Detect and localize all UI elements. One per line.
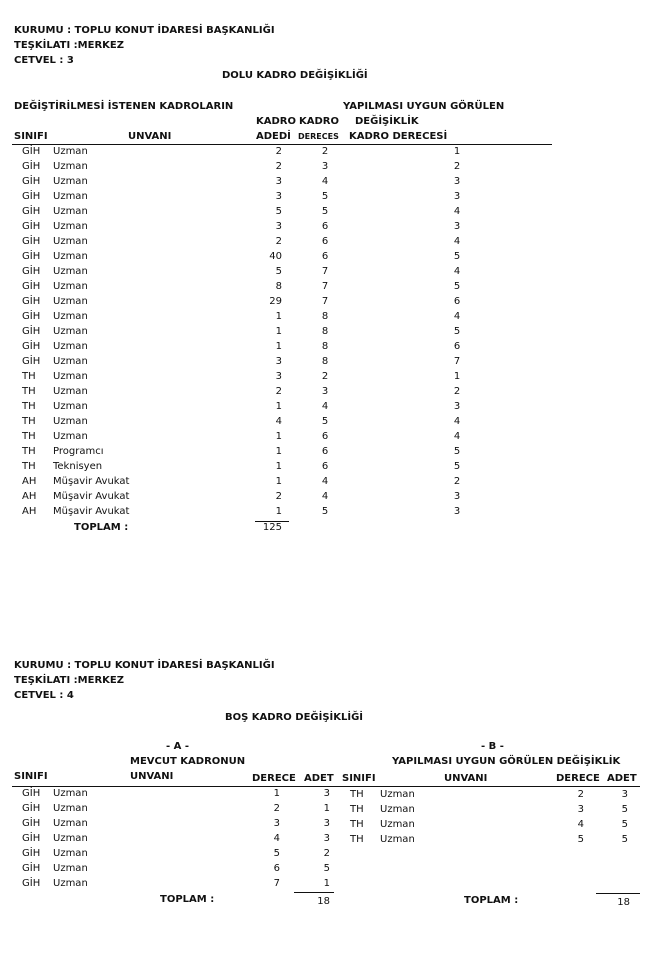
section-a-tag: - A - [166, 741, 190, 752]
cell-sinif: GİH [22, 146, 41, 157]
cell-adet: 3 [275, 221, 282, 232]
cell-sinif: GİH [22, 341, 41, 352]
cell-sinif: TH [22, 431, 36, 442]
cell-yeni-derece: 4 [453, 416, 461, 427]
total-label: TOPLAM : [74, 522, 129, 533]
cell-yeni-derece: 1 [453, 146, 461, 157]
cell-yeni-derece: 1 [453, 371, 461, 382]
cell-yeni-derece: 5 [453, 281, 461, 292]
cell-derece: 5 [321, 506, 329, 517]
cell-sinif: GİH [22, 356, 41, 367]
cell-adet: 2 [275, 491, 282, 502]
teskilati-line: TEŞKİLATI :MERKEZ [14, 40, 124, 51]
cell-derece: 4 [577, 819, 584, 830]
cell-unvan: Uzman [53, 788, 88, 799]
cell-derece: 6 [321, 431, 329, 442]
cell-sinif: TH [22, 371, 36, 382]
cell-adet: 2 [275, 161, 282, 172]
cell-adet: 1 [323, 803, 330, 814]
cell-sinif: TH [350, 819, 364, 830]
cell-adet: 3 [275, 371, 282, 382]
cell-yeni-derece: 4 [453, 206, 461, 217]
cell-adet: 1 [275, 401, 282, 412]
cell-derece: 8 [321, 326, 329, 337]
cell-derece: 7 [321, 296, 329, 307]
cell-adet: 4 [275, 416, 282, 427]
page-title: BOŞ KADRO DEĞİŞİKLİĞİ [225, 712, 364, 723]
cell-unvan: Uzman [53, 326, 88, 337]
cell-sinif: TH [22, 416, 36, 427]
cell-yeni-derece: 4 [453, 431, 461, 442]
cell-sinif: TH [22, 401, 36, 412]
cell-unvan: Uzman [53, 176, 88, 187]
cell-unvan: Teknisyen [53, 461, 103, 472]
cell-unvan: Programcı [53, 446, 104, 457]
cell-sinif: GİH [22, 251, 41, 262]
total-rule [294, 892, 334, 893]
cell-derece: 4 [273, 833, 280, 844]
cell-derece: 7 [273, 878, 280, 889]
cell-adet: 1 [275, 326, 282, 337]
cell-derece: 2 [273, 803, 280, 814]
cell-adet: 3 [323, 818, 330, 829]
cell-derece: 6 [321, 221, 329, 232]
total-label: TOPLAM : [160, 894, 215, 905]
left-group-header: DEĞİŞTİRİLMESİ İSTENEN KADROLARIN [14, 101, 234, 112]
cell-adet: 1 [275, 506, 282, 517]
cell-adet: 3 [621, 789, 628, 800]
cell-sinif: TH [350, 804, 364, 815]
cell-unvan: Uzman [53, 833, 88, 844]
cell-unvan: Uzman [53, 296, 88, 307]
kurumu-line: KURUMU : TOPLU KONUT İDARESİ BAŞKANLIĞI [14, 660, 275, 671]
cell-unvan: Uzman [53, 401, 88, 412]
cell-sinif: GİH [22, 833, 41, 844]
cell-adet: 1 [275, 431, 282, 442]
cell-sinif: TH [22, 386, 36, 397]
cell-sinif: GİH [22, 788, 41, 799]
col-unvani: UNVANI [128, 131, 172, 142]
cell-unvan: Uzman [53, 281, 88, 292]
cell-sinif: AH [22, 491, 37, 502]
cell-yeni-derece: 6 [453, 341, 461, 352]
cell-unvan: Uzman [53, 236, 88, 247]
cell-unvan: Uzman [53, 416, 88, 427]
cell-derece: 6 [321, 446, 329, 457]
col-adet: ADET [607, 773, 637, 784]
cell-sinif: TH [350, 834, 364, 845]
cell-adet: 5 [621, 834, 628, 845]
cell-sinif: GİH [22, 878, 41, 889]
cell-unvan: Uzman [53, 341, 88, 352]
teskilati-line: TEŞKİLATI :MERKEZ [14, 675, 124, 686]
cell-unvan: Uzman [53, 191, 88, 202]
cell-derece: 4 [321, 491, 329, 502]
cell-unvan: Uzman [53, 803, 88, 814]
col-kadro-adedi-2: ADEDİ [256, 131, 291, 142]
cell-yeni-derece: 3 [453, 176, 461, 187]
col-unvani: UNVANI [444, 773, 488, 784]
cell-unvan: Uzman [53, 863, 88, 874]
page-title: DOLU KADRO DEĞİŞİKLİĞİ [222, 70, 368, 81]
cell-unvan: Uzman [53, 878, 88, 889]
cell-unvan: Uzman [53, 371, 88, 382]
cell-yeni-derece: 3 [453, 221, 461, 232]
col-adet: ADET [304, 773, 334, 784]
cell-yeni-derece: 7 [453, 356, 461, 367]
cell-derece: 6 [321, 236, 329, 247]
cell-sinif: GİH [22, 206, 41, 217]
total-value: 18 [617, 897, 630, 908]
section-a-title: MEVCUT KADRONUN [130, 756, 246, 767]
cell-derece: 1 [273, 788, 280, 799]
cell-yeni-derece: 6 [453, 296, 461, 307]
section-b-title: YAPILMASI UYGUN GÖRÜLEN DEĞİŞİKLİK [392, 756, 621, 767]
cell-yeni-derece: 2 [453, 386, 461, 397]
cell-adet: 2 [275, 386, 282, 397]
cell-sinif: AH [22, 506, 37, 517]
cell-derece: 4 [321, 476, 329, 487]
cell-sinif: GİH [22, 326, 41, 337]
cell-unvan: Uzman [380, 834, 415, 845]
cell-yeni-derece: 5 [453, 326, 461, 337]
cell-yeni-derece: 2 [453, 161, 461, 172]
total-value: 18 [317, 896, 330, 907]
cell-derece: 2 [321, 371, 329, 382]
cell-adet: 1 [275, 461, 282, 472]
cell-derece: 3 [273, 818, 280, 829]
cell-unvan: Uzman [53, 161, 88, 172]
cell-yeni-derece: 4 [453, 236, 461, 247]
cell-derece: 5 [577, 834, 584, 845]
cetvel-line: CETVEL : 3 [14, 55, 74, 66]
cell-unvan: Müşavir Avukat [53, 491, 130, 502]
cell-unvan: Uzman [380, 804, 415, 815]
cell-sinif: GİH [22, 818, 41, 829]
cell-unvan: Müşavir Avukat [53, 476, 130, 487]
col-sinifi: SINIFI [14, 131, 48, 142]
col-kadro-derecesi-1: KADRO [299, 116, 339, 127]
header-rule [342, 786, 640, 787]
col-kadro-derecesi-2: DERECES [298, 132, 339, 141]
cell-sinif: GİH [22, 191, 41, 202]
cell-adet: 3 [275, 356, 282, 367]
cell-sinif: TH [350, 789, 364, 800]
cell-derece: 5 [321, 206, 329, 217]
cell-yeni-derece: 3 [453, 506, 461, 517]
cell-adet: 40 [269, 251, 282, 262]
cell-sinif: GİH [22, 311, 41, 322]
cell-derece: 5 [273, 848, 280, 859]
cell-yeni-derece: 5 [453, 446, 461, 457]
cell-adet: 5 [621, 819, 628, 830]
cell-derece: 6 [273, 863, 280, 874]
cell-unvan: Uzman [53, 431, 88, 442]
cell-sinif: GİH [22, 161, 41, 172]
cell-derece: 4 [321, 176, 329, 187]
header-rule [12, 144, 552, 145]
right-group-header-1: YAPILMASI UYGUN GÖRÜLEN [343, 101, 505, 112]
cell-derece: 3 [577, 804, 584, 815]
cell-yeni-derece: 3 [453, 191, 461, 202]
cell-adet: 2 [323, 848, 330, 859]
cell-derece: 6 [321, 461, 329, 472]
total-value: 125 [262, 522, 282, 533]
total-rule [596, 893, 640, 894]
cell-adet: 3 [275, 176, 282, 187]
header-rule [12, 786, 342, 787]
cell-sinif: GİH [22, 848, 41, 859]
col-kadro-adedi-1: KADRO [256, 116, 296, 127]
cell-derece: 5 [321, 191, 329, 202]
cell-unvan: Uzman [53, 818, 88, 829]
cell-unvan: Müşavir Avukat [53, 506, 130, 517]
col-unvani: UNVANI [130, 771, 174, 782]
col-sinifi: SINIFI [342, 773, 376, 784]
cell-adet: 1 [275, 476, 282, 487]
cell-yeni-derece: 2 [453, 476, 461, 487]
cell-adet: 2 [275, 146, 282, 157]
cetvel-line: CETVEL : 4 [14, 690, 74, 701]
cell-yeni-derece: 4 [453, 266, 461, 277]
cell-adet: 3 [323, 833, 330, 844]
cell-sinif: GİH [22, 296, 41, 307]
cell-derece: 8 [321, 356, 329, 367]
cell-unvan: Uzman [53, 251, 88, 262]
cell-sinif: GİH [22, 221, 41, 232]
cell-unvan: Uzman [53, 221, 88, 232]
cell-derece: 8 [321, 311, 329, 322]
cell-derece: 3 [321, 386, 329, 397]
cell-sinif: GİH [22, 266, 41, 277]
cell-yeni-derece: 5 [453, 461, 461, 472]
cell-adet: 5 [275, 266, 282, 277]
cell-yeni-derece: 3 [453, 491, 461, 502]
cell-yeni-derece: 5 [453, 251, 461, 262]
cell-derece: 4 [321, 401, 329, 412]
cell-derece: 2 [321, 146, 329, 157]
cell-derece: 6 [321, 251, 329, 262]
cell-unvan: Uzman [53, 266, 88, 277]
cell-unvan: Uzman [53, 146, 88, 157]
cell-derece: 3 [321, 161, 329, 172]
cell-unvan: Uzman [53, 356, 88, 367]
cell-sinif: TH [22, 446, 36, 457]
section-b-tag: - B - [481, 741, 504, 752]
cell-yeni-derece: 3 [453, 401, 461, 412]
cell-sinif: GİH [22, 803, 41, 814]
cell-sinif: GİH [22, 281, 41, 292]
cell-adet: 5 [323, 863, 330, 874]
right-group-header-2: DEĞİŞİKLİK [355, 116, 419, 127]
col-yeni-derece: KADRO DERECESİ [349, 131, 448, 142]
cell-sinif: GİH [22, 863, 41, 874]
cell-adet: 2 [275, 236, 282, 247]
cell-adet: 1 [275, 446, 282, 457]
cell-unvan: Uzman [380, 819, 415, 830]
cell-adet: 8 [275, 281, 282, 292]
total-label: TOPLAM : [464, 895, 519, 906]
col-derece: DERECE [252, 773, 296, 784]
cell-unvan: Uzman [380, 789, 415, 800]
cell-adet: 1 [275, 311, 282, 322]
cell-yeni-derece: 4 [453, 311, 461, 322]
cell-derece: 2 [577, 789, 584, 800]
cell-derece: 7 [321, 266, 329, 277]
cell-adet: 29 [269, 296, 282, 307]
cell-adet: 1 [275, 341, 282, 352]
cell-adet: 1 [323, 878, 330, 889]
cell-sinif: GİH [22, 236, 41, 247]
col-sinifi: SINIFI [14, 771, 48, 782]
cell-derece: 8 [321, 341, 329, 352]
cell-derece: 5 [321, 416, 329, 427]
cell-unvan: Uzman [53, 848, 88, 859]
cell-derece: 7 [321, 281, 329, 292]
kurumu-line: KURUMU : TOPLU KONUT İDARESİ BAŞKANLIĞI [14, 25, 275, 36]
cell-adet: 3 [323, 788, 330, 799]
cell-sinif: GİH [22, 176, 41, 187]
cell-unvan: Uzman [53, 311, 88, 322]
cell-sinif: TH [22, 461, 36, 472]
col-derece: DERECE [556, 773, 600, 784]
cell-unvan: Uzman [53, 206, 88, 217]
cell-adet: 3 [275, 191, 282, 202]
cell-adet: 5 [621, 804, 628, 815]
cell-adet: 5 [275, 206, 282, 217]
cell-sinif: AH [22, 476, 37, 487]
cell-unvan: Uzman [53, 386, 88, 397]
